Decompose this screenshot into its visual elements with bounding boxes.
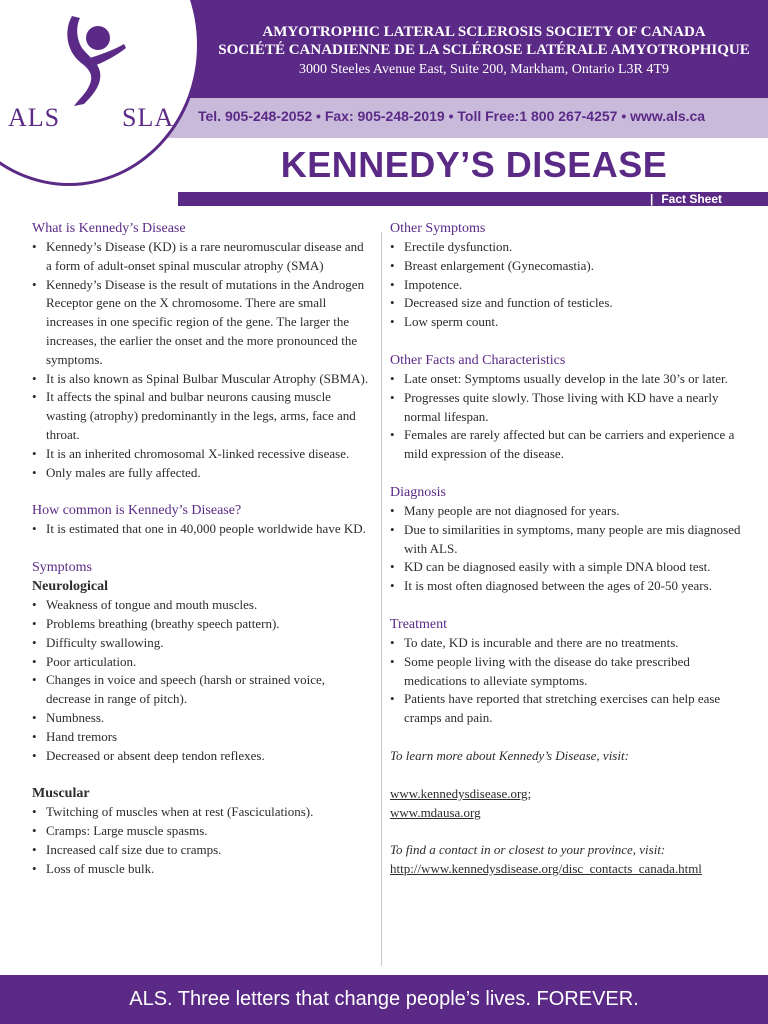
list-item: • KD can be diagnosed easily with a simple DNA blood test. xyxy=(390,558,746,577)
list-item: • Low sperm count. xyxy=(390,313,746,332)
spacer xyxy=(390,464,746,483)
fact-sheet-separator: | xyxy=(649,192,654,206)
other-facts-heading: Other Facts and Characteristics xyxy=(390,352,566,368)
other-facts-list xyxy=(390,370,746,464)
list-item: • Erectile dysfunction. xyxy=(390,238,746,257)
list-item: • Impotence. xyxy=(390,276,746,295)
list-item: • Females are rarely affected but can be carriers and experience a mild expression of the disease. xyxy=(390,426,746,464)
list-item: • Weakness of tongue and mouth muscles. xyxy=(32,596,372,615)
list-item: • Increased calf size due to cramps. xyxy=(32,841,372,860)
list-item: • Many people are not diagnosed for years. xyxy=(390,502,746,521)
spacer xyxy=(390,822,746,841)
list-item: • Twitching of muscles when at rest (Fasciculations). xyxy=(32,803,372,822)
list-item: • Patients have reported that stretching exercises can help ease cramps and pain. xyxy=(390,690,746,728)
spacer xyxy=(32,765,372,784)
logo-sla-text: SLA xyxy=(122,103,175,132)
how-common-heading: How common is Kennedy’s Disease? xyxy=(32,503,242,519)
als-figure-logo-icon xyxy=(50,8,140,108)
mdausa-link[interactable]: www.mdausa.org xyxy=(390,804,481,820)
list-item: • Kennedy’s Disease (KD) is a rare neuromuscular disease and a form of adult-onset spinal muscular atrophy (SMA) xyxy=(32,238,372,276)
list-item: • Hand tremors xyxy=(32,728,372,747)
fact-sheet-label xyxy=(650,192,722,206)
spacer xyxy=(32,539,372,558)
left-column xyxy=(32,219,372,879)
list-item: • Changes in voice and speech (harsh or strained voice, decrease in range of pitch). xyxy=(32,671,372,709)
list-item: • Loss of muscle bulk. xyxy=(32,860,372,879)
list-item: • Poor articulation. xyxy=(32,653,372,672)
other-symptoms-heading: Other Symptoms xyxy=(390,221,486,236)
muscular-list xyxy=(32,803,372,878)
list-item: • Due to similarities in symptoms, many people are mis diagnosed with ALS. xyxy=(390,521,746,559)
right-column xyxy=(390,219,746,879)
symptoms-heading: Symptoms xyxy=(32,560,92,576)
list-item: • Kennedy’s Disease is the result of mutations in the Androgen Receptor gene on the X chromosome. There are small increases in one specific region of the gene. The larger the increases, the earlier the onset and the more pronounced the symptoms. xyxy=(32,276,372,370)
neurological-list xyxy=(32,596,372,765)
list-item: • Decreased size and function of testicles. xyxy=(390,294,746,313)
list-item: • Progresses quite slowly. Those living with KD have a nearly normal lifespan. xyxy=(390,389,746,427)
link1-row xyxy=(390,785,746,804)
list-item: • Some people living with the disease do take prescribed medications to alleviate symptoms. xyxy=(390,653,746,691)
link3-row xyxy=(390,860,746,879)
page-title: KENNEDY’S DISEASE xyxy=(280,144,668,185)
diagnosis-heading: Diagnosis xyxy=(390,484,446,500)
list-item: • It is most often diagnosed between the ages of 20-50 years. xyxy=(390,577,746,596)
how-common-list xyxy=(32,520,372,539)
org-name-english: AMYOTROPHIC LATERAL SCLEROSIS SOCIETY OF CANADA xyxy=(262,24,706,40)
treatment-list xyxy=(390,634,746,728)
what-heading: What is Kennedy’s Disease xyxy=(32,221,186,236)
muscular-heading: Muscular xyxy=(32,786,90,802)
logo-als-text: ALS xyxy=(8,103,61,132)
other-symptoms-list xyxy=(390,238,746,332)
link2-row xyxy=(390,804,746,823)
treatment-heading: Treatment xyxy=(390,616,448,632)
list-item: • To date, KD is incurable and there are no treatments. xyxy=(390,634,746,653)
list-item: • It affects the spinal and bulbar neurons causing muscle wasting (atrophy) predominantly in the legs, arms, face and throat. xyxy=(32,388,372,444)
list-item: • It is an inherited chromosomal X-linked recessive disease. xyxy=(32,445,372,464)
list-item: • Only males are fully affected. xyxy=(32,464,372,483)
spacer xyxy=(32,482,372,501)
contact-line: Tel. 905-248-2052 • Fax: 905-248-2019 • Toll Free:1 800 267-4257 • www.als.ca xyxy=(198,108,706,124)
list-item: • It is estimated that one in 40,000 people worldwide have KD. xyxy=(32,520,372,539)
list-item: • Breast enlargement (Gynecomastia). xyxy=(390,257,746,276)
contacts-canada-link[interactable]: http://www.kennedysdisease.org/disc_contacts_canada.html xyxy=(390,861,702,877)
neurological-heading: Neurological xyxy=(32,579,108,595)
find-contact-text: To find a contact in or closest to your province, visit: xyxy=(390,842,666,858)
spacer xyxy=(390,766,746,785)
diagnosis-list xyxy=(390,502,746,596)
list-item: • It is also known as Spinal Bulbar Muscular Atrophy (SBMA). xyxy=(32,370,372,389)
list-item: • Late onset: Symptoms usually develop in the late 30’s or later. xyxy=(390,370,746,389)
column-divider xyxy=(381,232,382,966)
list-item: • Decreased or absent deep tendon reflexes. xyxy=(32,747,372,766)
spacer xyxy=(390,596,746,615)
list-item: • Cramps: Large muscle spasms. xyxy=(32,822,372,841)
link1-suffix: ; xyxy=(527,785,532,801)
learn-more-text: To learn more about Kennedy’s Disease, visit: xyxy=(390,747,629,763)
what-list xyxy=(32,238,372,482)
list-item: • Difficulty swallowing. xyxy=(32,634,372,653)
org-name-french: SOCIÉTÉ CANADIENNE DE LA SCLÉROSE LATÉRALE AMYOTROPHIQUE xyxy=(218,42,750,58)
footer-tagline: ALS. Three letters that change people’s lives. FOREVER. xyxy=(0,975,768,1024)
list-item: • Numbness. xyxy=(32,709,372,728)
kennedys-disease-link[interactable]: www.kennedysdisease.org xyxy=(390,785,528,801)
org-address: 3000 Steeles Avenue East, Suite 200, Markham, Ontario L3R 4T9 xyxy=(299,62,669,77)
spacer xyxy=(390,728,746,747)
spacer xyxy=(390,332,746,351)
list-item: • Problems breathing (breathy speech pattern). xyxy=(32,615,372,634)
fact-sheet-text: Fact Sheet xyxy=(661,192,722,206)
